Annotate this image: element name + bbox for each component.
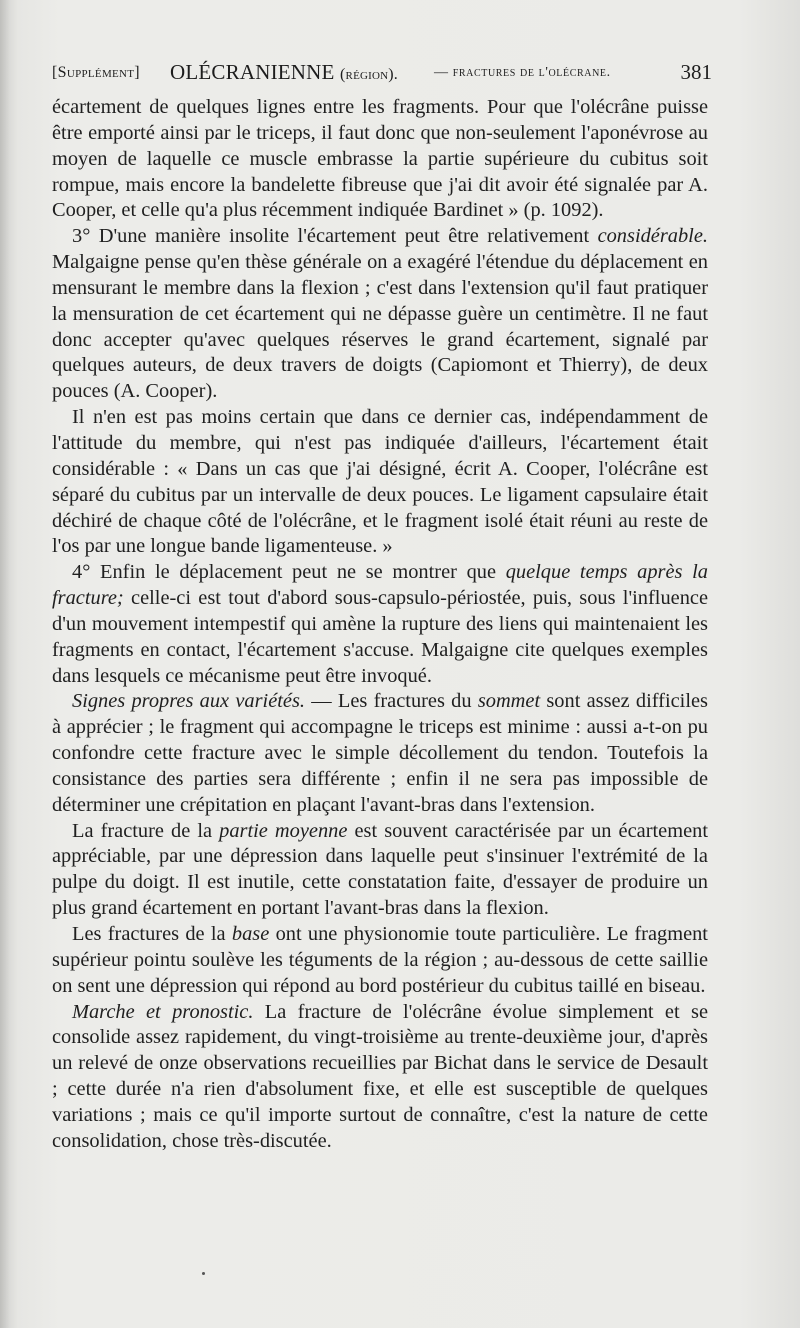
text-run: Les fractures de la (72, 923, 232, 945)
paragraph (52, 95, 708, 224)
running-head-supplement: [Supplément] (52, 64, 140, 81)
italic-run: partie moyenne (219, 819, 348, 842)
paragraph (52, 689, 708, 818)
italic-run: Signes propres aux variétés. (72, 690, 306, 713)
text-run: sont assez difficiles à apprécier ; le fragment qui accompagne le triceps est minime : aussi a-t-on pu confondre cette fracture avec le simple décollement du tendon. Toutefois la consistance des parties sera différente ; enfin il ne sera pas impossible de déterminer une crépitation en plaçant l'avant-bras dans l'extension. (52, 690, 708, 816)
running-head (52, 60, 712, 90)
page-number: 381 (680, 60, 712, 84)
text-run: est souvent caractérisée par un écartement appréciable, par une dépression dans laquelle peut s'insinuer l'extrémité de la pulpe du doigt. Il est inutile, cette constatation faite, d'essayer de produire un plus grand écartement en portant l'avant-bras dans la flexion. (52, 819, 708, 920)
paragraph (52, 560, 708, 689)
italic-run: base (231, 923, 270, 945)
running-head-subtitle (434, 65, 611, 81)
paragraph (52, 405, 708, 560)
text-run: 4° Enfin le déplacement peut ne se montrer que (72, 561, 506, 584)
paragraph (52, 922, 708, 1000)
running-head-title-word: OLÉCRANIENNE (170, 60, 335, 84)
body-text (52, 95, 708, 1155)
italic-run: considérable. (597, 225, 708, 248)
italic-run: Marche et pronostic. (72, 1000, 254, 1023)
ink-speck (202, 1272, 205, 1275)
text-run: celle-ci est tout d'abord sous-capsulo-périostée, puis, sous l'influence d'un mouvement intempestif qui amène la rupture des liens qui maintenaient les fragments en contact, l'écartement s'accuse. Malgaigne cite quelques exemples dans lesquels ce mécanisme peut être invoqué. (52, 587, 708, 687)
running-head-region: (région). (340, 66, 399, 83)
gutter-shadow (0, 0, 10, 1328)
paragraph (52, 1000, 708, 1155)
running-head-title (170, 60, 398, 85)
text-run: 3° D'une manière insolite l'écartement peut être relativement (72, 225, 598, 248)
running-head-dash: — (434, 65, 449, 80)
text-run: ont une physionomie toute particulière. Le fragment supérieur pointu soulève les téguments de la région ; au-dessous de cette saillie on sent une dépression qui répond au bord postérieur du cubitus taillé en biseau. (52, 923, 708, 997)
italic-run: quelque temps après la fracture; (52, 561, 708, 610)
text-run: écartement de quelques lignes entre les fragments. Pour que l'olécrâne puisse être emporté ainsi par le triceps, il faut donc que non-seulement l'aponévrose au moyen de laquelle ce muscle embrasse la partie supérieure du cubitus soit rompue, mais encore la bandelette fibreuse que j'ai dit avoir été signalée par A. Cooper, et celle qu'a plus récemment indiquée Bardinet » (p. 1092). (52, 96, 708, 222)
text-run: La fracture de la (72, 819, 220, 842)
text-run: Il n'en est pas moins certain que dans ce dernier cas, indépendamment de l'attitude du membre, qui n'est pas indiquée d'ailleurs, l'écartement était considérable : « Dans un cas que j'ai désigné, écrit A. Cooper, l'olécrâne est séparé du cubitus par un intervalle de deux pouces. Le ligament capsulaire était déchiré de chaque côté de l'olécrâne, et le fragment isolé était réuni au reste de l'os par une longue bande ligamenteuse. » (52, 406, 708, 558)
paragraph (52, 224, 708, 405)
paragraph (52, 819, 708, 922)
running-head-subtitle-text: fractures de l'olécrane. (452, 65, 611, 80)
text-run: La fracture de l'olécrâne évolue simplement et se consolide assez rapidement, du vingt-troisième au trente-deuxième jour, d'après un relevé de onze observations recueillies par Bichat dans le service de Desault ; cette durée n'a rien d'absolument fixe, et elle est susceptible de quelques variations ; mais ce qu'il importe surtout de connaître, c'est la nature de cette consolidation, chose très-discutée. (52, 1000, 708, 1152)
text-run: Malgaigne pense qu'en thèse générale on a exagéré l'étendue du déplacement en mensurant le membre dans la flexion ; c'est dans l'extension qu'il faut pratiquer la mensuration de cet écartement qui ne dépasse guère un centimètre. Il ne faut donc accepter qu'avec quelques réserves le grand écartement, signalé par quelques auteurs, de deux travers de doigts (Capiomont et Thierry), de deux pouces (A. Cooper). (52, 251, 708, 403)
italic-run: sommet (477, 690, 541, 713)
text-run: — Les fractures du (305, 690, 478, 713)
